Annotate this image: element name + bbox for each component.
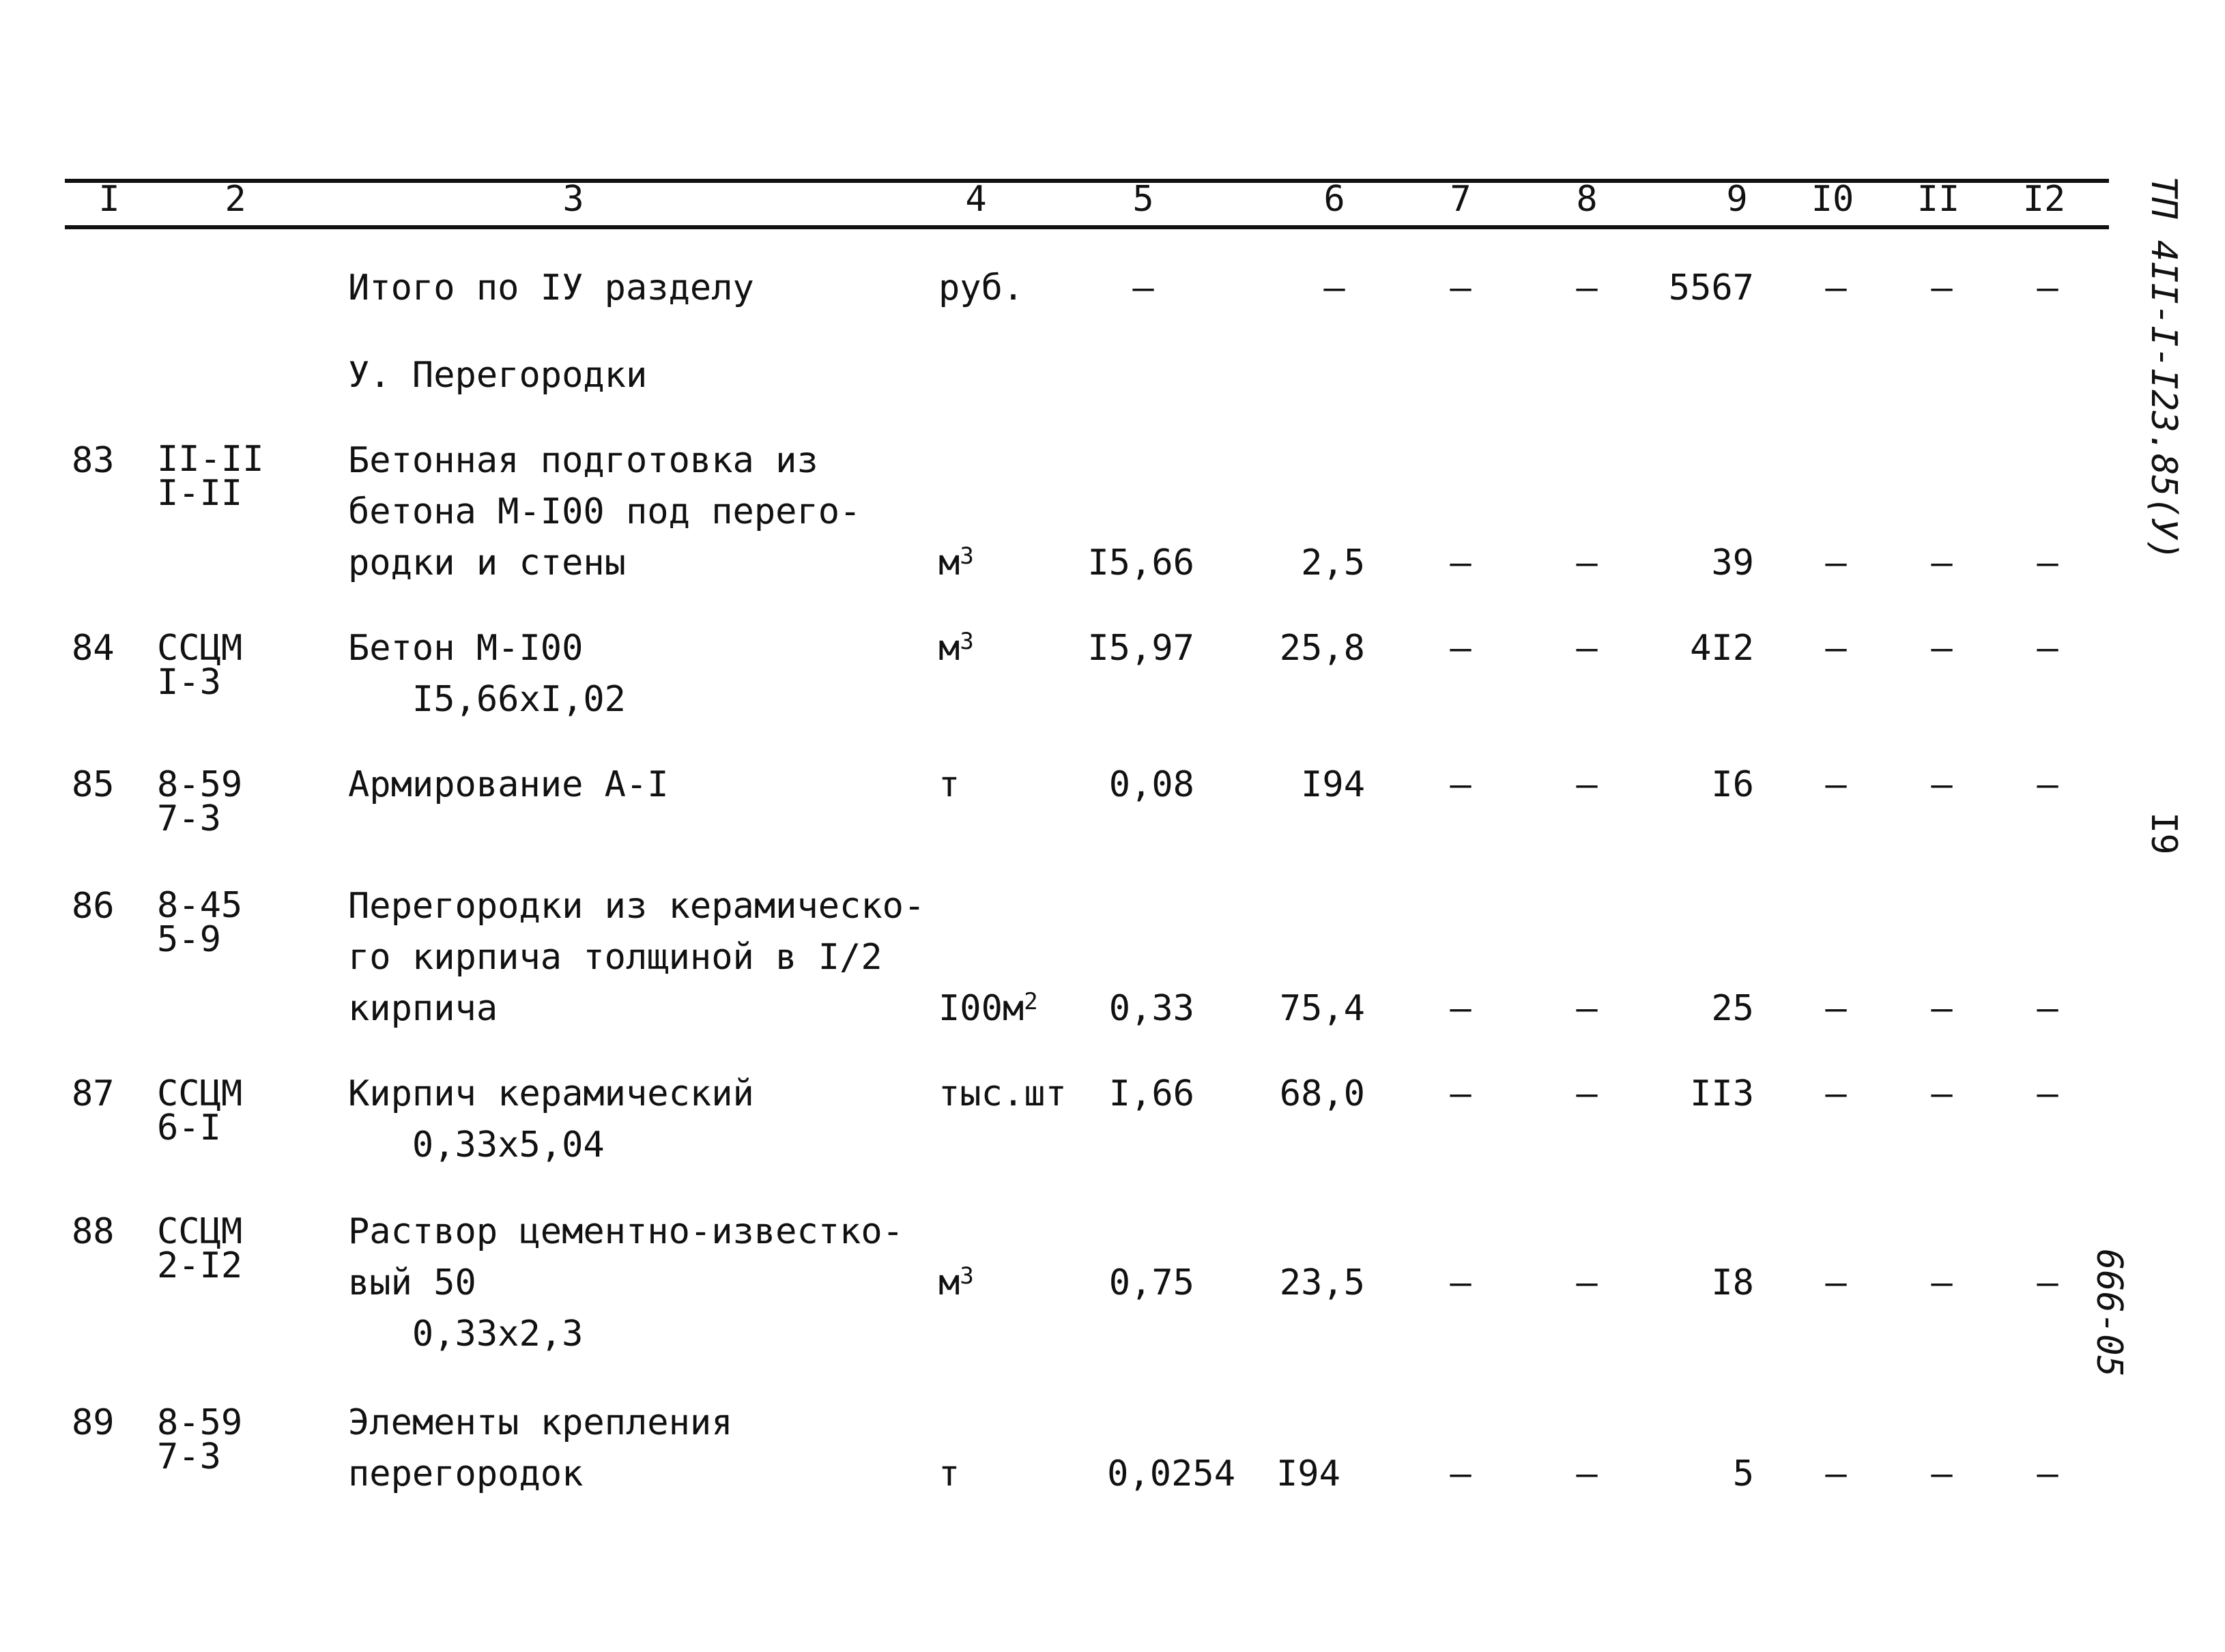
row-col-8: – xyxy=(1576,1073,1598,1114)
row-unit xyxy=(938,1453,960,1494)
row-qty: I,66 xyxy=(1108,1073,1194,1114)
row-code-line-1: II-II xyxy=(157,439,264,480)
row-total: 5 xyxy=(1732,1453,1754,1494)
row-desc-line-3: кирпича xyxy=(348,988,498,1029)
row-col-10: – xyxy=(1825,542,1847,583)
row-col-10: – xyxy=(1825,628,1847,669)
row-col-12: – xyxy=(2037,1262,2058,1303)
row-desc-line-1: Элементы крепления xyxy=(348,1402,733,1443)
row-code-line-1: ССЦМ xyxy=(157,1073,243,1114)
header-col-6: 6 xyxy=(1323,179,1345,220)
row-number: 85 xyxy=(72,764,115,805)
row-col-7: – xyxy=(1450,988,1472,1029)
header-col-1: I xyxy=(98,179,120,220)
header-col-4: 4 xyxy=(965,179,987,220)
row-col-12: – xyxy=(2037,764,2058,805)
row-number: 88 xyxy=(72,1211,115,1252)
header-col-8: 8 xyxy=(1576,179,1598,220)
row-unit-base: I00м xyxy=(938,988,1024,1029)
row-col-11: – xyxy=(1931,628,1953,669)
row-number: 83 xyxy=(72,440,115,481)
row-col-12: – xyxy=(2037,988,2058,1029)
summary-col-10: – xyxy=(1825,267,1847,308)
row-price: 25,8 xyxy=(1279,628,1365,669)
row-code-line-2: 6-I xyxy=(157,1107,221,1148)
summary-total: 5567 xyxy=(1668,267,1754,308)
row-desc-line-1: Кирпич керамический xyxy=(348,1073,754,1114)
row-col-11: – xyxy=(1931,1453,1953,1494)
row-col-7: – xyxy=(1450,542,1472,583)
row-col-10: – xyxy=(1825,1453,1847,1494)
summary-col-12: – xyxy=(2037,267,2058,308)
row-qty: 0,75 xyxy=(1108,1262,1194,1303)
row-price: 2,5 xyxy=(1301,542,1365,583)
row-unit xyxy=(938,628,974,669)
side-doc-number: 666-05 xyxy=(2088,1249,2129,1377)
row-price: 68,0 xyxy=(1279,1073,1365,1114)
row-col-10: – xyxy=(1825,988,1847,1029)
row-desc-line-2: бетона М-I00 под перего- xyxy=(348,491,861,532)
row-col-8: – xyxy=(1576,628,1598,669)
page-number: I9 xyxy=(2143,812,2184,855)
row-unit-base: т xyxy=(938,764,960,805)
row-total: 25 xyxy=(1711,988,1754,1029)
row-col-7: – xyxy=(1450,1073,1472,1114)
table-header-rule xyxy=(65,225,2109,229)
row-code-line-2: 7-3 xyxy=(157,798,221,839)
row-desc-line-2: вый 50 xyxy=(348,1262,476,1303)
row-unit-base: тыс.шт xyxy=(938,1073,1067,1114)
row-col-8: – xyxy=(1576,542,1598,583)
summary-text: Итого по IУ разделу xyxy=(348,267,754,308)
row-unit xyxy=(938,1073,1067,1114)
header-col-3: 3 xyxy=(562,179,584,220)
row-desc-line-3: 0,33х2,3 xyxy=(348,1314,584,1354)
row-qty: 0,33 xyxy=(1108,988,1194,1029)
header-col-10: I0 xyxy=(1811,179,1854,220)
row-total: 39 xyxy=(1711,542,1754,583)
row-total: I6 xyxy=(1711,764,1754,805)
header-col-11: II xyxy=(1917,179,1960,220)
row-desc-line-2: 0,33х5,04 xyxy=(348,1125,605,1165)
row-unit-base: м xyxy=(938,628,960,669)
row-unit-base: м xyxy=(938,1262,960,1303)
summary-col-6: – xyxy=(1323,267,1345,308)
row-col-11: – xyxy=(1931,542,1953,583)
summary-col-7: – xyxy=(1450,267,1472,308)
row-col-12: – xyxy=(2037,1073,2058,1114)
row-unit-base: т xyxy=(938,1453,960,1494)
row-number: 89 xyxy=(72,1402,115,1443)
row-unit-sup: 2 xyxy=(1024,988,1038,1015)
section-title: У. Перегородки xyxy=(348,355,648,396)
row-number: 84 xyxy=(72,628,115,669)
row-price: 23,5 xyxy=(1279,1262,1365,1303)
row-col-8: – xyxy=(1576,1262,1598,1303)
row-price: 75,4 xyxy=(1279,988,1365,1029)
row-code-line-1: 8-59 xyxy=(157,764,243,805)
row-unit-sup: 3 xyxy=(960,628,974,655)
row-total: 4I2 xyxy=(1690,628,1754,669)
row-code-line-2: 2-I2 xyxy=(157,1245,243,1286)
summary-unit: руб. xyxy=(938,267,1024,308)
row-qty: 0,08 xyxy=(1108,764,1194,805)
side-project-code: ТП 4II-I-I23.85(У) xyxy=(2143,176,2184,561)
row-number: 86 xyxy=(72,886,115,927)
row-col-8: – xyxy=(1576,988,1598,1029)
row-unit xyxy=(938,988,1038,1029)
row-col-8: – xyxy=(1576,1453,1598,1494)
summary-col-8: – xyxy=(1576,267,1598,308)
header-col-9: 9 xyxy=(1726,179,1748,220)
row-desc-line-1: Бетон М-I00 xyxy=(348,628,584,669)
row-col-7: – xyxy=(1450,628,1472,669)
row-col-10: – xyxy=(1825,764,1847,805)
row-desc-line-2: го кирпича толщиной в I/2 xyxy=(348,937,882,978)
row-qty: I5,97 xyxy=(1087,628,1194,669)
row-unit-sup: 3 xyxy=(960,1262,974,1290)
summary-col-5: – xyxy=(1132,267,1154,308)
row-col-11: – xyxy=(1931,764,1953,805)
row-code-line-2: I-3 xyxy=(157,662,221,703)
row-col-7: – xyxy=(1450,764,1472,805)
row-code-line-1: 8-59 xyxy=(157,1402,243,1443)
row-code-line-1: 8-45 xyxy=(157,885,243,926)
row-desc-line-3: родки и стены xyxy=(348,542,626,583)
summary-col-11: – xyxy=(1931,267,1953,308)
row-col-7: – xyxy=(1450,1453,1472,1494)
header-col-12: I2 xyxy=(2022,179,2066,220)
row-unit xyxy=(938,1262,974,1303)
row-desc-line-1: Перегородки из керамическо- xyxy=(348,886,925,927)
header-col-2: 2 xyxy=(225,179,246,220)
row-desc-line-2: перегородок xyxy=(348,1453,584,1494)
row-col-11: – xyxy=(1931,988,1953,1029)
row-col-10: – xyxy=(1825,1262,1847,1303)
row-desc-line-1: Бетонная подготовка из xyxy=(348,440,818,481)
row-code-line-2: I-II xyxy=(157,473,243,514)
row-col-12: – xyxy=(2037,1453,2058,1494)
row-total: II3 xyxy=(1690,1073,1754,1114)
row-unit xyxy=(938,764,960,805)
row-code-line-2: 5-9 xyxy=(157,919,221,960)
row-col-7: – xyxy=(1450,1262,1472,1303)
row-price: I94 xyxy=(1301,764,1365,805)
header-col-7: 7 xyxy=(1450,179,1472,220)
row-desc-line-1: Раствор цементно-известко- xyxy=(348,1211,904,1252)
row-unit xyxy=(938,542,974,583)
row-code-line-1: ССЦМ xyxy=(157,1211,243,1252)
row-col-8: – xyxy=(1576,764,1598,805)
row-col-12: – xyxy=(2037,628,2058,669)
header-col-5: 5 xyxy=(1132,179,1154,220)
row-col-12: – xyxy=(2037,542,2058,583)
row-total: I8 xyxy=(1711,1262,1754,1303)
row-qty: I5,66 xyxy=(1087,542,1194,583)
row-code-line-1: ССЦМ xyxy=(157,628,243,669)
row-col-11: – xyxy=(1931,1262,1953,1303)
row-unit-sup: 3 xyxy=(960,542,974,570)
row-number: 87 xyxy=(72,1073,115,1114)
row-code-line-2: 7-3 xyxy=(157,1436,221,1477)
row-unit-base: м xyxy=(938,542,960,583)
row-qty: 0,0254 xyxy=(1107,1453,1235,1494)
row-col-11: – xyxy=(1931,1073,1953,1114)
row-desc-line-2: I5,66хI,02 xyxy=(348,679,626,720)
row-col-10: – xyxy=(1825,1073,1847,1114)
row-price: I94 xyxy=(1276,1453,1340,1494)
row-desc-line-1: Армирование А-I xyxy=(348,764,669,805)
